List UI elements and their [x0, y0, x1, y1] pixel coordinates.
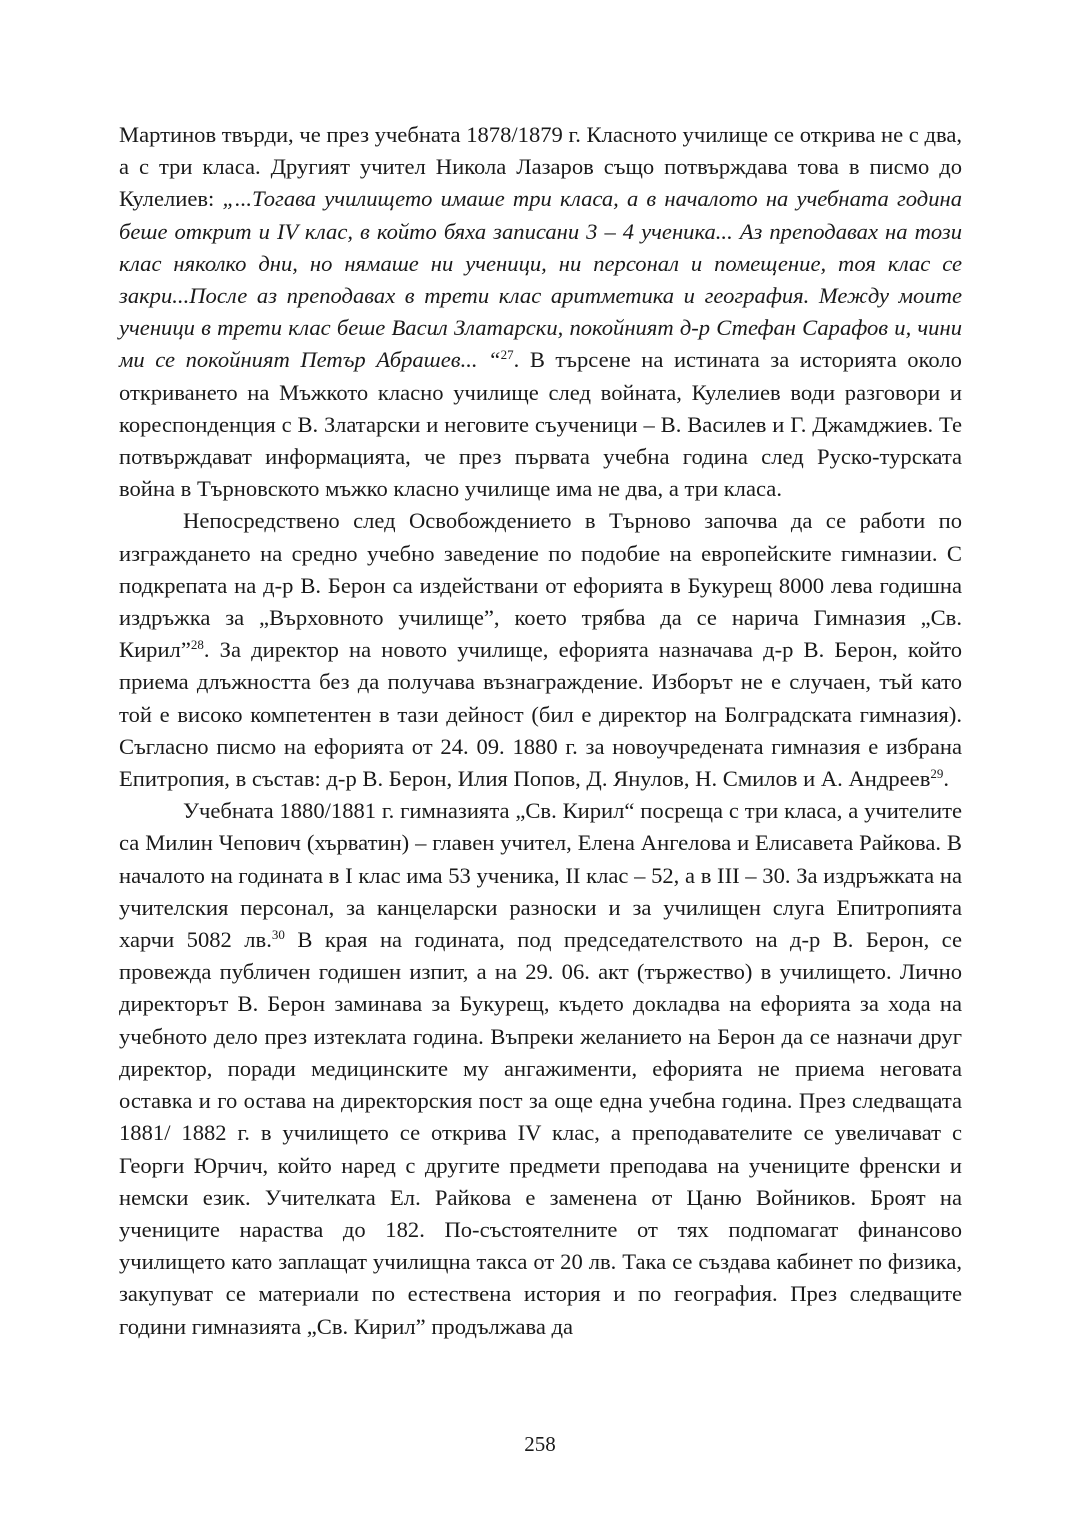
body-text — [119, 119, 962, 1343]
footnote-27: 27 — [500, 347, 514, 363]
paragraph-3 — [119, 795, 962, 1342]
paragraph-1 — [119, 119, 962, 505]
footnote-30: 30 — [271, 927, 285, 943]
footnote-28: 28 — [190, 637, 204, 653]
paragraph-2-part-3: . — [943, 766, 950, 792]
page-number: 258 — [524, 1432, 556, 1456]
paragraph-3-part-1: Учебната 1880/1881 г. гимназията „Св. Кирил“ посреща с три класа, а учителите са Милин Чепович (хърватин) – главен учител, Елена Ангелова и Елисавета Райкова. В началото на годината в I клас има 53 ученика, II клас – 52, а в III – 30. За издръжката на учителския персонал, за канцеларски разноски и за училищен слуга Епитропията харчи 5082 лв. — [119, 798, 962, 953]
quote-text: „...Тогава училището имаше три класа, а в началото на учебната година беше открит и IV клас, в който бяха записани 3 – 4 ученика... Аз преподавах на този клас няколко дни, но нямаше ни ученици, ни персонал и помещение, тоя клас се закри...После аз преподавах в трети клас аритметика и география. Между моите ученици в трети клас беше Васил Златарски, покойният д-р Стефан Сарафов и, чини ми се покойният Петър Абрашев... “ — [119, 186, 962, 373]
paragraph-2-part-1: Непосредствено след Освобождението в Търново започва да се работи по изграждането на средно учебно заведение по подобие на европейските гимназии. С подкрепата на д-р В. Берон са издействани от ефорията в Букурещ 8000 лева годишна издръжка за „Върховното училище”, което трябва да се нарича Гимназия „Св. Кирил” — [119, 508, 962, 663]
paragraph-2 — [119, 505, 962, 795]
footnote-29: 29 — [930, 766, 944, 782]
paragraph-3-part-2: В края на годината, под председателството на д-р В. Берон, се провежда публичен годишен изпит, а на 29. 06. акт (тържество) в училището. Лично директорът В. Берон заминава за Букурещ, където докладва на ефорията за хода на учебното дело през изтеклата година. Въпреки желанието на Берон да се назначи друг директор, поради медицинските му ангажименти, ефорията не приема неговата оставка и го остава на директорския пост за още една учебна година. През следващата 1881/ 1882 г. в училището се открива IV клас, а преподавателите се увеличават с Георги Юрчич, който наред с другите предмети преподава на учениците френски и немски език. Учителката Ел. Райкова е заменена от Цаню Войников. Броят на учениците нараства до 182. По-състоятелните от тях подпомагат финансово училището като заплащат училищна такса от 20 лв. Така се създава кабинет по физика, закупуват се материали по естествена история и по география. През следващите години гимназията „Св. Кирил” продължава да — [119, 927, 962, 1339]
paragraph-1-continuation: . В търсене на истината за историята около откриването на Мъжкото класно училище след войната, Кулелиев води разговори и кореспонденция с В. Златарски и неговите съученици – В. Василев и Г. Джамджиев. Те потвърждават информацията, че през първата учебна година след Руско-турската война в Търновското мъжко класно училище има не два, а три класа. — [119, 347, 962, 502]
paragraph-1-intro: Мартинов твърди, че през учебната 1878/1879 г. Класното училище се открива не с два, а с три класа. Другият учител Никола Лазаров също потвърждава това в писмо до Кулелиев: — [119, 122, 962, 212]
paragraph-2-part-2: . За директор на новото училище, ефорията назначава д-р В. Берон, който приема длъжността без да получава възнаграждение. Изборът не е случаен, тъй като той е високо компетентен в тази дейност (бил е директор на Болградската гимназия). Съгласно писмо на ефорията от 24. 09. 1880 г. за новоучредената гимназия е избрана Епитропия, в състав: д-р В. Берон, Илия Попов, Д. Янулов, Н. Смилов и А. Андреев — [119, 637, 962, 792]
